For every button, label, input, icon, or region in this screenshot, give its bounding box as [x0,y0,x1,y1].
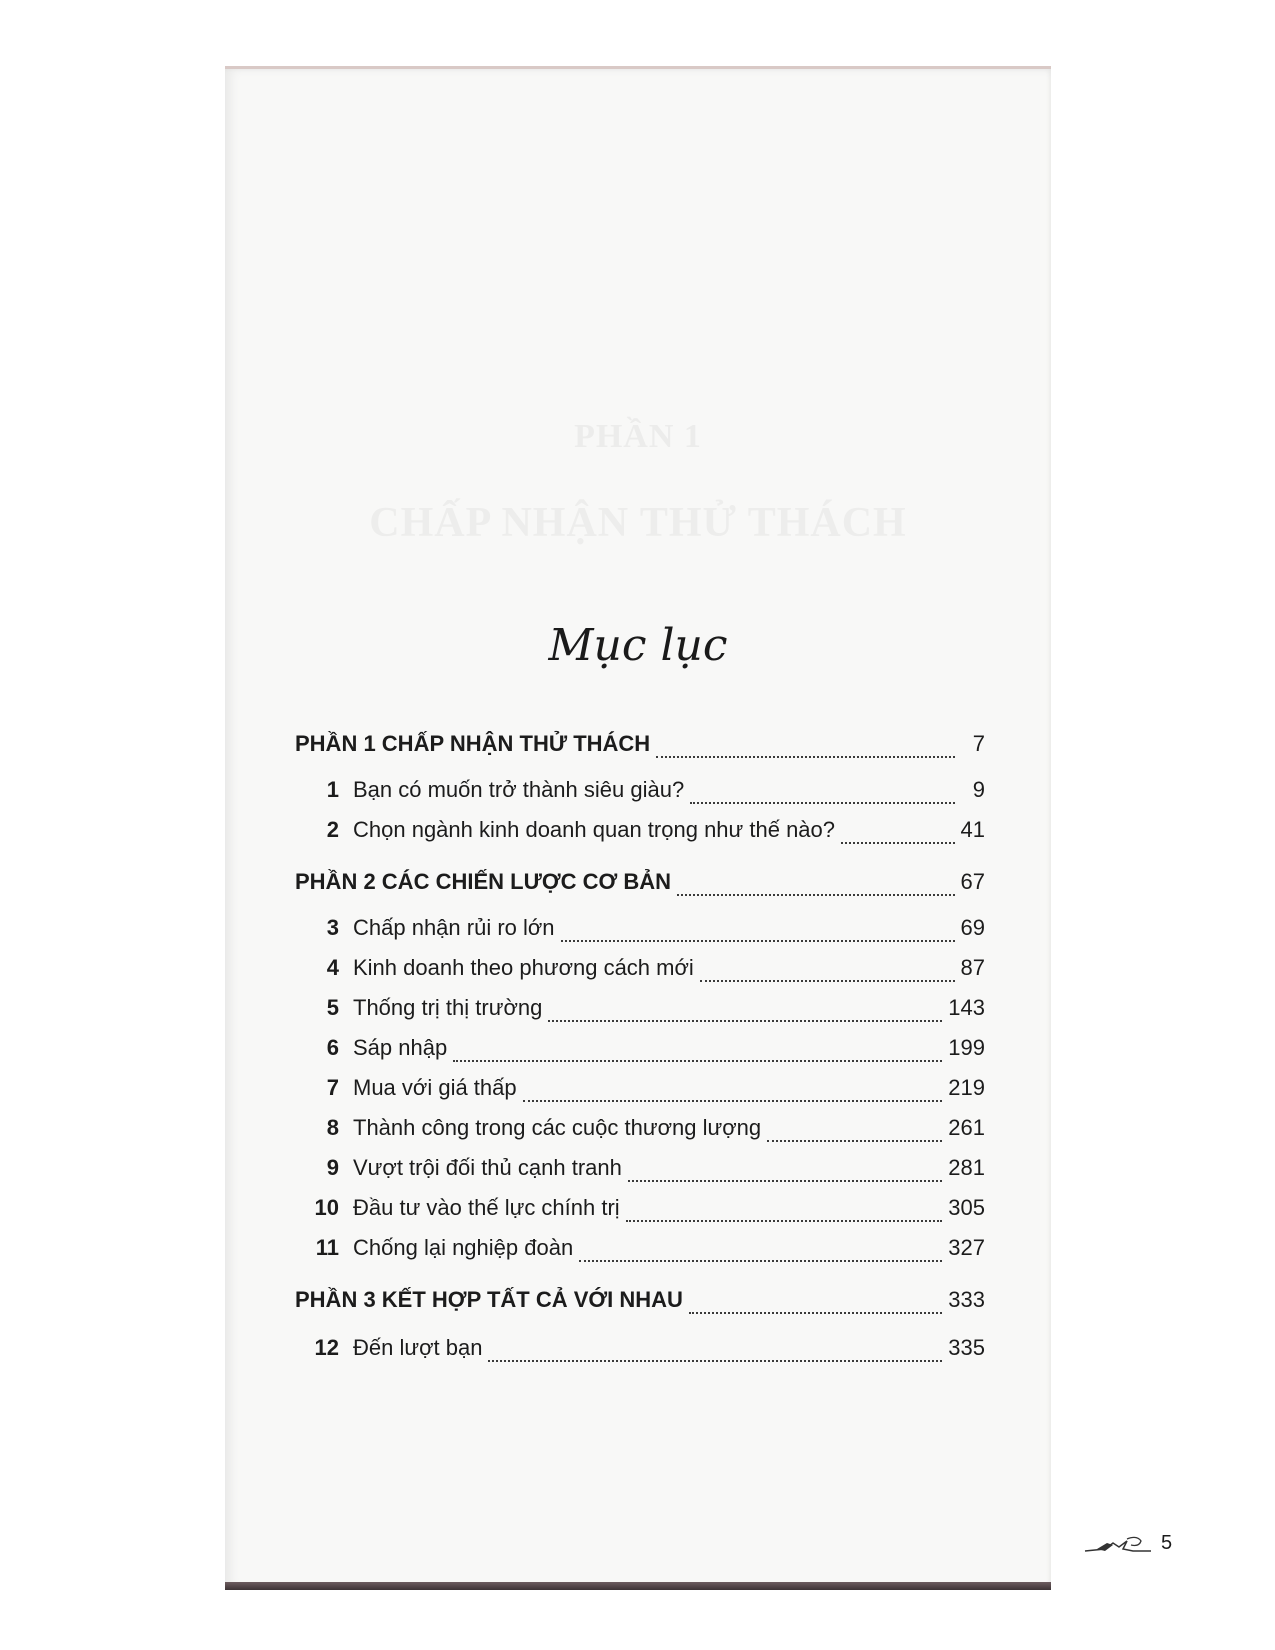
toc-chapter-number: 1 [326,777,339,802]
toc-chapter-title: Đầu tư vào thế lực chính trị [353,1195,620,1220]
toc-part-row[interactable] [295,1287,985,1321]
toc-chapter-number: 3 [326,915,339,940]
page-bottom-edge [225,1582,1051,1590]
toc-part-row[interactable] [295,869,985,903]
toc-page-number: 305 [948,1195,985,1220]
toc-page-number: 7 [972,731,985,756]
toc-chapter-row[interactable] [295,1075,985,1109]
toc-part-title: PHẦN 3 KẾT HỢP TẤT CẢ VỚI NHAU [295,1287,683,1312]
toc-chapter-row[interactable] [295,817,985,851]
toc-chapter-number: 9 [326,1155,339,1180]
toc-chapter-row[interactable] [295,1195,985,1229]
toc-chapter-number: 2 [326,817,339,842]
toc-chapter-title: Thống trị thị trường [353,995,543,1020]
dot-leader [579,1260,942,1262]
dot-leader [656,756,955,758]
dot-leader [690,802,955,804]
toc-chapter-title: Đến lượt bạn [353,1335,483,1360]
toc-chapter-title: Bạn có muốn trở thành siêu giàu? [353,777,685,802]
dot-leader [677,894,954,896]
toc-chapter-row[interactable] [295,995,985,1029]
toc-chapter-title: Thành công trong các cuộc thương lượng [353,1115,762,1140]
toc-page-number: 41 [960,817,985,842]
toc-page-number: 143 [948,995,985,1020]
toc-chapter-title: Chống lại nghiệp đoàn [353,1235,574,1260]
toc-chapter-number: 10 [314,1195,339,1220]
toc-page-number: 281 [948,1155,985,1180]
dot-leader [561,940,955,942]
toc-part-row[interactable] [295,731,985,765]
toc-page-number: 333 [948,1287,985,1312]
dot-leader [548,1020,942,1022]
toc-chapter-row[interactable] [295,1235,985,1269]
dot-leader [453,1060,942,1062]
page-footer [1083,1531,1172,1555]
toc-chapter-number: 6 [326,1035,339,1060]
toc-page-number: 327 [948,1235,985,1260]
toc-chapter-row[interactable] [295,1335,985,1369]
toc-page-number: 219 [948,1075,985,1100]
toc-chapter-row[interactable] [295,777,985,811]
page-number: 5 [1161,1532,1173,1554]
toc-page-number: 67 [960,869,985,894]
toc-chapter-row[interactable] [295,1035,985,1069]
toc-chapter-number: 5 [326,995,339,1020]
book-page [225,66,1173,1589]
toc-page-number: 9 [972,777,985,802]
toc-chapter-number: 12 [314,1335,339,1360]
toc-page-number: 87 [960,955,985,980]
toc-chapter-title: Mua với giá thấp [353,1075,517,1100]
toc-chapter-number: 7 [326,1075,339,1100]
bleed-through-part-title: CHẤP NHẬN THỬ THÁCH [369,500,907,546]
toc-chapter-title: Sáp nhập [353,1035,448,1060]
toc-chapter-title: Chọn ngành kinh doanh quan trọng như thế nào? [353,817,836,842]
toc-page-number: 261 [948,1115,985,1140]
toc-page-number: 69 [960,915,985,940]
toc-chapter-row[interactable] [295,1155,985,1189]
toc-chapter-title: Kinh doanh theo phương cách mới [353,955,694,980]
dot-leader [841,842,955,844]
dot-leader [523,1100,943,1102]
toc-chapter-row[interactable] [295,955,985,989]
dot-leader [488,1360,942,1362]
dot-leader [767,1140,942,1142]
toc-chapter-title: Chấp nhận rủi ro lớn [353,915,555,940]
toc-chapter-number: 4 [326,955,339,980]
dot-leader [626,1220,943,1222]
toc-heading: Mục lục [548,620,728,672]
toc-page-number: 199 [948,1035,985,1060]
dot-leader [628,1180,942,1182]
toc-chapter-number: 11 [315,1235,339,1260]
toc-part-title: PHẦN 2 CÁC CHIẾN LƯỢC CƠ BẢN [295,869,672,894]
dot-leader [700,980,955,982]
toc-chapter-title: Vượt trội đối thủ cạnh tranh [353,1155,622,1180]
toc-page-number: 335 [948,1335,985,1360]
toc-chapter-row[interactable] [295,1115,985,1149]
toc-part-title: PHẦN 1 CHẤP NHẬN THỬ THÁCH [295,731,651,756]
dot-leader [689,1312,942,1314]
bleed-through-part-label: PHẦN 1 [574,418,702,455]
toc-chapter-number: 8 [326,1115,339,1140]
toc-chapter-row[interactable] [295,915,985,949]
writer-ornament-icon [1083,1531,1153,1555]
